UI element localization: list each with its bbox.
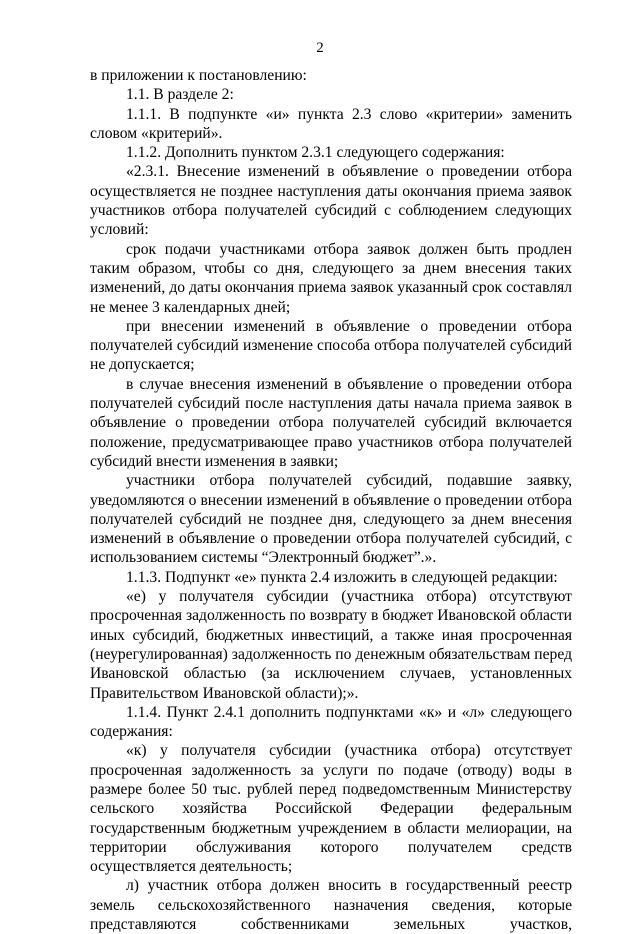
paragraph-condition-deadline: срок подачи участниками отбора заявок должен быть продлен таким образом, чтобы со дня, следующего за днем внесения таких изменений, до даты окончания приема заявок указанный срок составлял не менее 3 календарных дней; xyxy=(90,240,572,316)
paragraph-1-1-3: 1.1.3. Подпункт «е» пункта 2.4 изложить в следующей редакции: xyxy=(126,568,558,586)
paragraph-subpoint-k: «к) у получателя субсидии (участника отбора) отсутствует просроченная задолженность за услуги по подаче (отводу) воды в размере более 50 тыс. рублей перед подведомственным Министерству сельского хозяйства Российской Федерации федеральным государственным бюджетным учреждением в области мелиорации, на территории обслуживания которого получателем средств осуществляется деятельность; xyxy=(90,742,572,876)
paragraph-intro: в приложении к постановлению: xyxy=(90,67,307,84)
document-body xyxy=(90,66,572,934)
paragraph-condition-method: при внесении изменений в объявление о проведении отбора получателей субсидий изменение способа отбора получателей субсидий не допускается; xyxy=(90,317,572,374)
paragraph-condition-notification: участники отбора получателей субсидий, подавшие заявку, уведомляются о внесении изменений в объявление о проведении отбора получателей субсидий не позднее дня, следующего за днем внесения изменений в объявление о проведении отбора получателей субсидий, с использованием системы “Электронный бюджет”.». xyxy=(90,472,572,567)
paragraph-1-1-4: 1.1.4. Пункт 2.4.1 дополнить подпунктами «к» и «л» следующего содержания: xyxy=(90,703,572,741)
paragraph-1-1-1: 1.1.1. В подпункте «и» пункта 2.3 слово «критерии» заменить словом «критерий». xyxy=(90,105,572,142)
paragraph-1-1: 1.1. В разделе 2: xyxy=(126,86,234,104)
page-number: 2 xyxy=(316,40,324,56)
paragraph-1-1-2: 1.1.2. Дополнить пунктом 2.3.1 следующего содержания: xyxy=(126,144,505,162)
paragraph-subpoint-l: л) участник отбора должен вносить в государственный реестр земель сельскохозяйственного назначения сведения, которые представляются собственниками земельных участков, xyxy=(90,877,572,934)
paragraph-condition-amend-rights: в случае внесения изменений в объявление о проведении отбора получателей субсидий после наступления даты начала приема заявок в объявление о проведении отбора получателей субсидий включается положение, предусматривающее право участников отбора получателей субсидий внести изменения в заявки; xyxy=(90,375,572,470)
paragraph-2-3-1: «2.3.1. Внесение изменений в объявление о проведении отбора осуществляется не позднее наступления даты окончания приема заявок участников отбора получателей субсидий с соблюдением следующих условий: xyxy=(90,163,572,239)
paragraph-subpoint-e: «е) у получателя субсидии (участника отбора) отсутствуют просроченная задолженность по возврату в бюджет Ивановской области иных субсидий, бюджетных инвестиций, а также иная просроченная (неурегулированная) задолженность по денежным обязательствам перед Ивановской областью (за исключением случаев, установленных Правительством Ивановской области);». xyxy=(90,588,572,702)
